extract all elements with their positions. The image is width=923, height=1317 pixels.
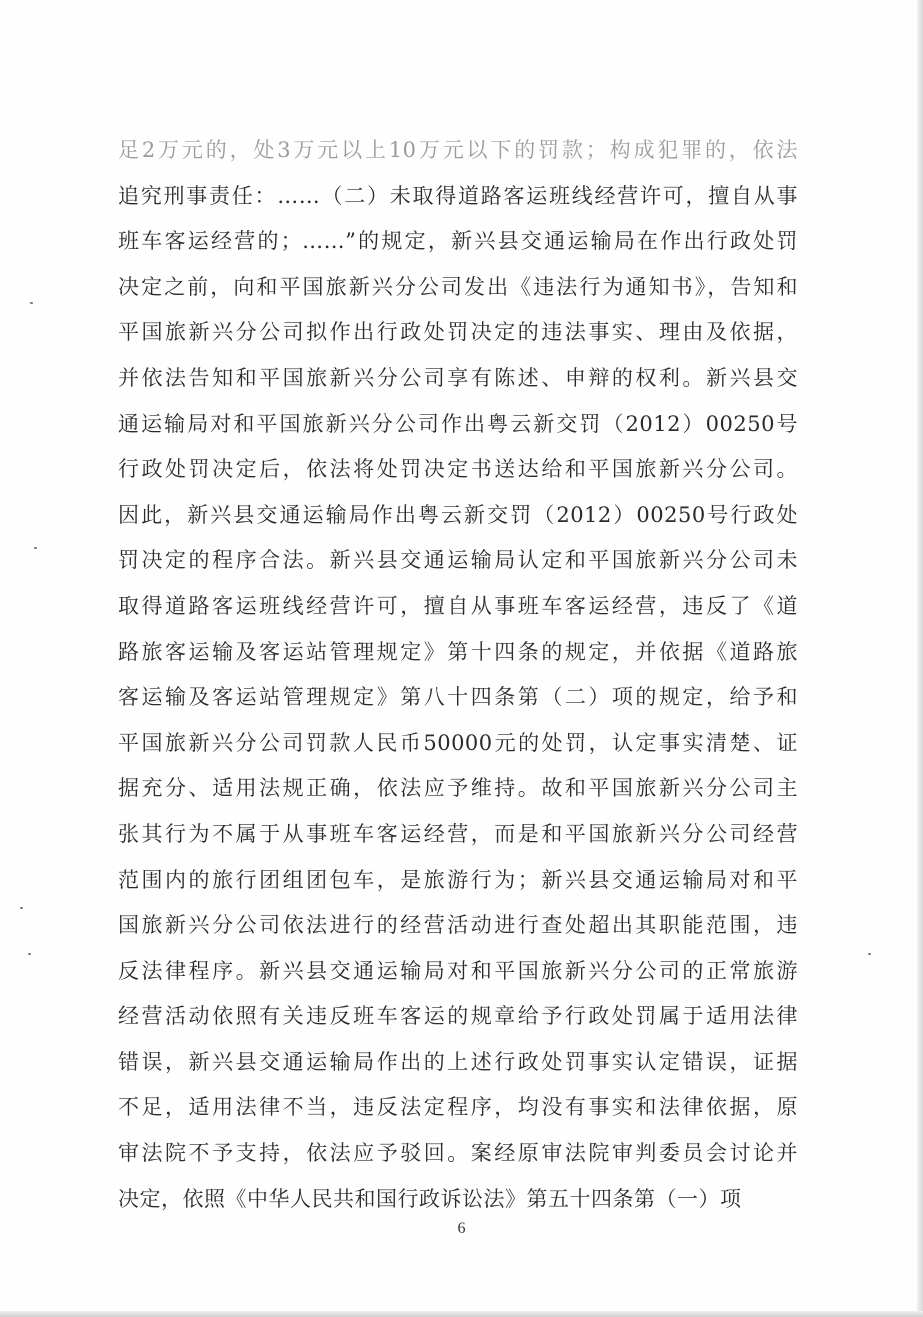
text-line: 范围内的旅行团组团包车，是旅游行为；新兴县交通运输局对和平 [118,867,798,892]
text-line: 取得道路客运班线经营许可，擅自从事班车客运经营，违反了《道 [118,593,798,618]
text-line: 行政处罚决定后，依法将处罚决定书送达给和平国旅新兴分公司。 [118,457,798,482]
text-line: 因此，新兴县交通运输局作出粤云新交罚（2012）00250号行政处 [118,502,798,527]
text-line: 据充分、适用法规正确，依法应予维持。故和平国旅新兴分公司主 [118,776,798,801]
text-line: 并依法告知和平国旅新兴分公司享有陈述、申辩的权利。新兴县交 [118,365,798,390]
scan-speck [34,547,37,549]
text-line: 国旅新兴分公司依法进行的经营活动进行查处超出其职能范围，违 [118,913,798,938]
text-line: 罚决定的程序合法。新兴县交通运输局认定和平国旅新兴分公司未 [118,548,798,573]
text-line: 通运输局对和平国旅新兴分公司作出粤云新交罚（2012）00250号 [118,411,798,436]
scan-speck [28,953,31,955]
text-line: 反法律程序。新兴县交通运输局对和平国旅新兴分公司的正常旅游 [118,958,798,983]
text-line: 决定，依照《中华人民共和国行政诉讼法》第五十四条第（一）项 [118,1186,742,1211]
text-line: 经营活动依照有关违反班车客运的规章给予行政处罚属于适用法律 [118,1004,798,1029]
text-line: 足2万元的，处3万元以上10万元以下的罚款；构成犯罪的，依法 [118,138,798,162]
page-number: 6 [457,1220,466,1237]
text-line: 平国旅新兴分公司拟作出行政处罚决定的违法事实、理由及依据， [118,320,798,345]
text-line: 张其行为不属于从事班车客运经营，而是和平国旅新兴分公司经营 [118,821,798,846]
text-line: 不足，适用法律不当，违反法定程序，均没有事实和法律依据，原 [118,1095,798,1120]
scan-speck [868,953,871,955]
text-line: 路旅客运输及客运站管理规定》第十四条的规定，并依据《道路旅 [118,639,798,664]
scan-speck [20,907,23,909]
text-line: 决定之前，向和平国旅新兴分公司发出《违法行为通知书》，告知和 [118,274,798,299]
text-line: 错误，新兴县交通运输局作出的上述行政处罚事实认定错误，证据 [118,1049,798,1074]
text-line: 班车客运经营的；……”的规定，新兴县交通运输局在作出行政处罚 [118,229,798,254]
text-line: 追究刑事责任：……（二）未取得道路客运班线经营许可，擅自从事 [118,183,798,208]
scan-edge-right [917,0,923,1317]
text-line: 客运输及客运站管理规定》第八十四条第（二）项的规定，给予和 [118,685,798,710]
text-line: 审法院不予支持，依法应予驳回。案经原审法院审判委员会讨论并 [118,1141,798,1166]
document-body [118,128,798,1222]
scan-edge-bottom [0,1311,923,1317]
text-line: 平国旅新兴分公司罚款人民币50000元的处罚，认定事实清楚、证 [118,730,798,755]
scan-speck [30,302,33,304]
